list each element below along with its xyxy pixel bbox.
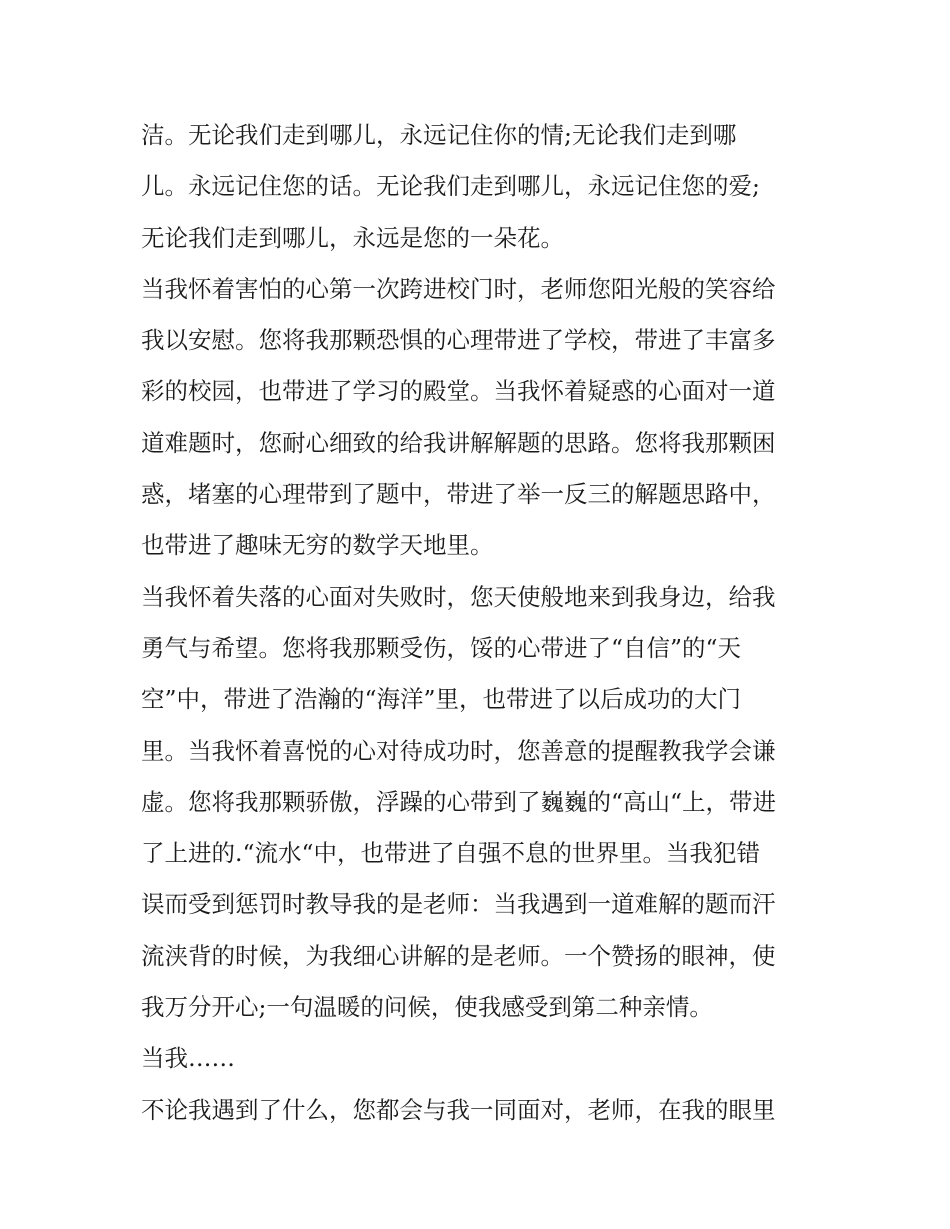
text-line: 无论我们走到哪儿，永远是您的一朵花。 xyxy=(141,223,564,252)
text-line: 我以安慰。您将我那颗恐惧的心理带进了学校，带进了丰富多 xyxy=(141,326,776,355)
text-line: 洁。无论我们走到哪儿，永远记住你的情;无论我们走到哪 xyxy=(141,121,737,149)
text-line: 惑，堵塞的心理带到了题中，带进了举一反三的解题思路中， xyxy=(141,480,776,509)
text-line: 当我怀着失落的心面对失败时，您天使般地来到我身边，给我 xyxy=(141,582,776,611)
text-line: 勇气与希望。您将我那颗受伤，馁的心带进了“自信”的“天 xyxy=(141,633,742,662)
text-line: 我万分开心;一句温暖的问候，使我感受到第二种亲情。 xyxy=(141,993,713,1022)
text-line: 道难题时，您耐心细致的给我讲解解题的思路。您将我那颗困 xyxy=(141,428,776,457)
document-body xyxy=(141,110,821,1136)
text-line: 里。当我怀着喜悦的心对待成功时，您善意的提醒教我学会谦 xyxy=(141,736,776,765)
text-line: 也带进了趣味无穷的数学天地里。 xyxy=(141,531,494,560)
text-line: 了上进的.“流水“中，也带进了自强不息的世界里。当我犯错 xyxy=(141,839,760,868)
text-line: 不论我遇到了什么，您都会与我一同面对，老师，在我的眼里 xyxy=(141,1095,776,1124)
text-line: 空”中，带进了浩瀚的“海洋”里，也带进了以后成功的大门 xyxy=(141,685,742,714)
text-line: 儿。永远记住您的话。无论我们走到哪儿，永远记住您的爱; xyxy=(141,172,760,201)
text-line: 彩的校园，也带进了学习的殿堂。当我怀着疑惑的心面对一道 xyxy=(141,377,776,406)
text-line: 当我…… xyxy=(141,1044,235,1073)
text-line: 虚。您将我那颗骄傲，浮躁的心带到了巍巍的“高山“上，带进 xyxy=(141,787,777,816)
text-line: 当我怀着害怕的心第一次跨进校门时，老师您阳光般的笑容给 xyxy=(141,274,776,303)
text-line: 流浃背的时候，为我细心讲解的是老师。一个赞扬的眼神，使 xyxy=(141,941,776,970)
text-line: 误而受到惩罚时教导我的是老师：当我遇到一道难解的题而汗 xyxy=(141,890,776,919)
